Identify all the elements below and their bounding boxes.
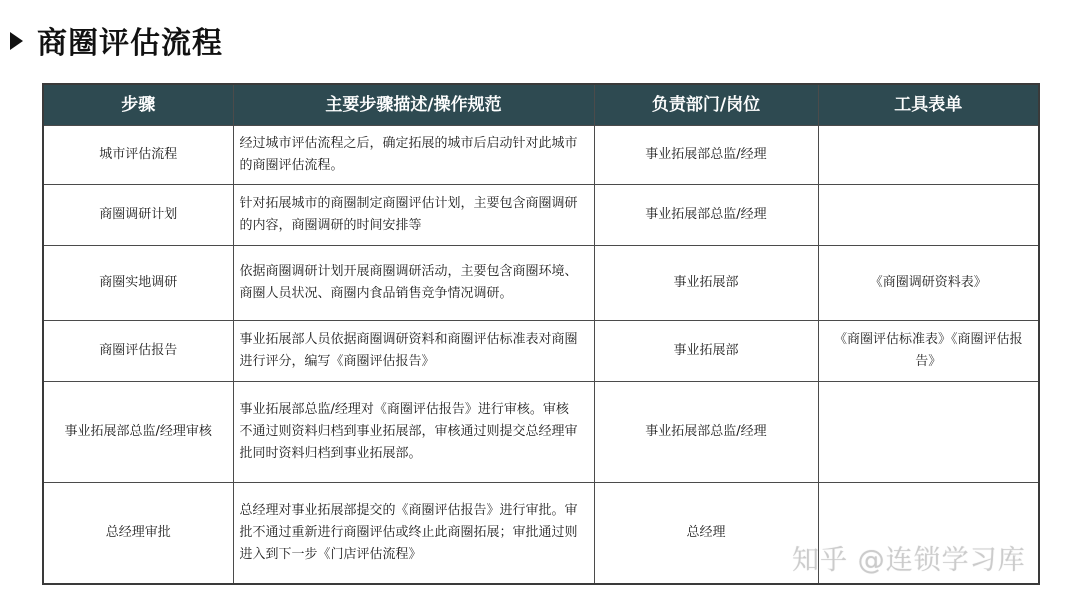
table-row xyxy=(43,185,1039,246)
table-row xyxy=(43,126,1039,185)
page-title: 商圈评估流程 xyxy=(37,26,223,61)
department-cell: 事业拓展部总监/经理 xyxy=(594,382,818,483)
step-cell: 商圈实地调研 xyxy=(43,246,233,321)
description-cell: 总经理对事业拓展部提交的《商圈评估报告》进行审批。审批不通过重新进行商圈评估或终止此商圈拓展；审批通过则进入到下一步《门店评估流程》 xyxy=(233,483,594,585)
tool-cell: 《商圈调研资料表》 xyxy=(818,246,1039,321)
step-cell: 商圈调研计划 xyxy=(43,185,233,246)
description-cell: 依据商圈调研计划开展商圈调研活动，主要包含商圈环境、商圈人员状况、商圈内食品销售竞争情况调研。 xyxy=(233,246,594,321)
department-cell: 事业拓展部总监/经理 xyxy=(594,185,818,246)
zhihu-watermark: 知乎 @连锁学习库 xyxy=(792,545,1026,576)
step-cell: 总经理审批 xyxy=(43,483,233,585)
tool-cell: 《商圈评估标准表》《商圈评估报告》 xyxy=(818,321,1039,382)
step-cell: 城市评估流程 xyxy=(43,126,233,185)
table-row xyxy=(43,321,1039,382)
description-cell: 针对拓展城市的商圈制定商圈评估计划，主要包含商圈调研的内容，商圈调研的时间安排等 xyxy=(233,185,594,246)
column-header-department: 负责部门/岗位 xyxy=(594,84,818,126)
title-row xyxy=(10,18,223,62)
tool-cell xyxy=(818,185,1039,246)
step-cell: 商圈评估报告 xyxy=(43,321,233,382)
description-cell: 事业拓展部人员依据商圈调研资料和商圈评估标准表对商圈进行评分，编写《商圈评估报告》 xyxy=(233,321,594,382)
arrow-bullet-icon xyxy=(10,32,23,50)
step-cell: 事业拓展部总监/经理审核 xyxy=(43,382,233,483)
tool-cell xyxy=(818,126,1039,185)
department-cell: 总经理 xyxy=(594,483,818,585)
department-cell: 事业拓展部 xyxy=(594,321,818,382)
table-row xyxy=(43,246,1039,321)
table-row xyxy=(43,382,1039,483)
table-header-row xyxy=(43,84,1039,126)
description-cell: 经过城市评估流程之后，确定拓展的城市后启动针对此城市的商圈评估流程。 xyxy=(233,126,594,185)
process-table xyxy=(42,83,1040,585)
column-header-description: 主要步骤描述/操作规范 xyxy=(233,84,594,126)
column-header-tools: 工具表单 xyxy=(818,84,1039,126)
department-cell: 事业拓展部 xyxy=(594,246,818,321)
description-cell: 事业拓展部总监/经理对《商圈评估报告》进行审核。审核不通过则资料归档到事业拓展部，审核通过则提交总经理审批同时资料归档到事业拓展部。 xyxy=(233,382,594,483)
tool-cell xyxy=(818,382,1039,483)
column-header-step: 步骤 xyxy=(43,84,233,126)
department-cell: 事业拓展部总监/经理 xyxy=(594,126,818,185)
